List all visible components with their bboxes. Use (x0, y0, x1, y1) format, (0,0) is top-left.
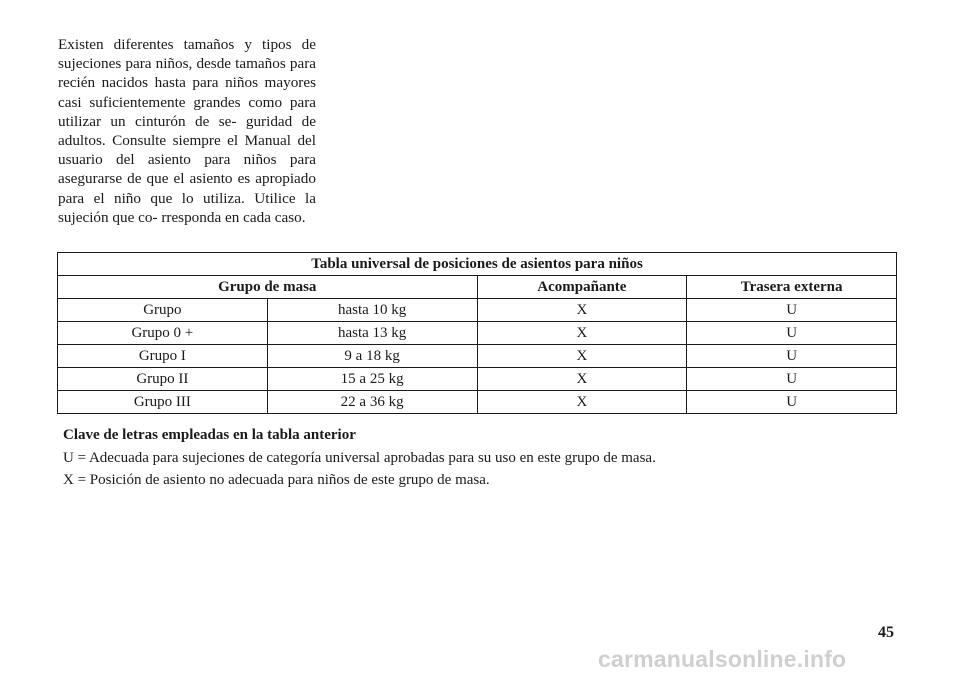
cell-passenger: X (477, 368, 687, 391)
cell-passenger: X (477, 391, 687, 414)
table-title-row (58, 253, 897, 276)
table-title: Tabla universal de posiciones de asientos para niños (58, 253, 897, 276)
header-rear: Trasera externa (687, 276, 897, 299)
cell-rear: U (687, 345, 897, 368)
table-header-row (58, 276, 897, 299)
table-row (58, 345, 897, 368)
cell-rear: U (687, 391, 897, 414)
cell-passenger: X (477, 299, 687, 322)
table-row (58, 322, 897, 345)
cell-group: Grupo I (58, 345, 268, 368)
cell-mass: hasta 10 kg (267, 299, 477, 322)
watermark: carmanualsonline.info (598, 646, 847, 672)
cell-mass: hasta 13 kg (267, 322, 477, 345)
intro-paragraph: Existen diferentes tamaños y tipos de sujeciones para niños, desde tamaños para recién nacidos hasta para niños mayores casi suficientemente grandes como para utilizar un cinturón de se- guridad de adultos. Consulte siempre el Manual del usuario del asiento para niños para asegurarse de que el asiento es apropiado para el niño que lo utiliza. Utilice la sujeción que co- rresponda en cada caso. (58, 36, 316, 226)
header-group: Grupo de masa (58, 276, 478, 299)
cell-mass: 15 a 25 kg (267, 368, 477, 391)
cell-group: Grupo II (58, 368, 268, 391)
legend-u: U = Adecuada para sujeciones de categoría universal aprobadas para su uso en este grupo de masa. (63, 449, 656, 466)
table-row (58, 299, 897, 322)
cell-rear: U (687, 322, 897, 345)
cell-rear: U (687, 368, 897, 391)
cell-passenger: X (477, 322, 687, 345)
cell-rear: U (687, 299, 897, 322)
page-number: 45 (878, 624, 894, 641)
header-passenger: Acompañante (477, 276, 687, 299)
cell-mass: 9 a 18 kg (267, 345, 477, 368)
legend-x: X = Posición de asiento no adecuada para niños de este grupo de masa. (63, 472, 490, 488)
cell-passenger: X (477, 345, 687, 368)
cell-mass: 22 a 36 kg (267, 391, 477, 414)
legend (63, 424, 903, 492)
cell-group: Grupo 0 + (58, 322, 268, 345)
table-row (58, 368, 897, 391)
cell-group: Grupo III (58, 391, 268, 414)
cell-group: Grupo (58, 299, 268, 322)
child-seat-table (57, 252, 897, 414)
table-row (58, 391, 897, 414)
legend-title: Clave de letras empleadas en la tabla anterior (63, 427, 356, 443)
